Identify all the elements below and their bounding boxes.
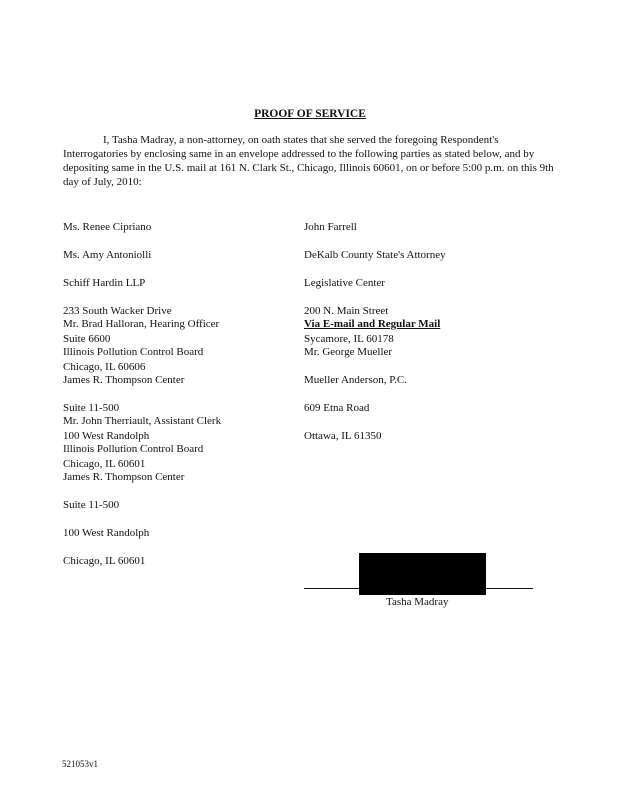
redacted-signature bbox=[359, 553, 486, 595]
address-line: Sycamore, IL 60178 bbox=[304, 333, 394, 345]
address-line: Suite 6600 bbox=[63, 333, 111, 345]
address-line: John Farrell bbox=[304, 221, 357, 233]
address-line: Illinois Pollution Control Board bbox=[63, 346, 204, 358]
address-line: Legislative Center bbox=[304, 277, 385, 289]
page-title: PROOF OF SERVICE bbox=[254, 108, 366, 120]
address-line: Schiff Hardin LLP bbox=[63, 277, 146, 289]
address-block-mueller bbox=[304, 303, 440, 457]
address-line: Chicago, IL 60606 bbox=[63, 361, 146, 373]
address-line: 233 South Wacker Drive bbox=[63, 305, 172, 317]
address-line: Mr. John Therriault, Assistant Clerk bbox=[63, 415, 222, 427]
address-line: Chicago, IL 60601 bbox=[63, 555, 146, 567]
address-line: Suite 11-500 bbox=[63, 402, 120, 414]
address-line: 609 Etna Road bbox=[304, 402, 370, 414]
signer-name: Tasha Madray bbox=[386, 596, 449, 608]
address-line: James R. Thompson Center bbox=[63, 374, 185, 386]
address-line: Ms. Renee Cipriano bbox=[63, 221, 152, 233]
address-line: James R. Thompson Center bbox=[63, 471, 185, 483]
address-block-therriault bbox=[63, 400, 221, 582]
address-line: Chicago, IL 60601 bbox=[63, 458, 146, 470]
address-line: DeKalb County State's Attorney bbox=[304, 249, 446, 261]
intro-paragraph: I, Tasha Madray, a non-attorney, on oath states that she served the foregoing Respondent's Interrogatories by enclosing same in an envelope addressed to the following parties as stated below, and by depositing same in the U.S. mail at 161 N. Clark St., Chicago, Illinois 60601, on or before 5:00 p.m. on this 9th day of July, 2010: bbox=[63, 134, 554, 188]
address-line: 100 West Randolph bbox=[63, 527, 150, 539]
address-line: Ottawa, IL 61350 bbox=[304, 430, 382, 442]
service-method-heading: Via E-mail and Regular Mail bbox=[304, 318, 441, 330]
address-line: Ms. Amy Antoniolli bbox=[63, 249, 152, 261]
address-line: Suite 11-500 bbox=[63, 499, 120, 511]
address-line: 100 West Randolph bbox=[63, 430, 150, 442]
address-line: Mr. Brad Halloran, Hearing Officer bbox=[63, 318, 220, 330]
address-line: Mr. George Mueller bbox=[304, 346, 393, 358]
address-line: 200 N. Main Street bbox=[304, 305, 389, 317]
address-line: Mueller Anderson, P.C. bbox=[304, 374, 407, 386]
address-line: Illinois Pollution Control Board bbox=[63, 443, 204, 455]
document-id: 521053v1 bbox=[62, 759, 98, 769]
